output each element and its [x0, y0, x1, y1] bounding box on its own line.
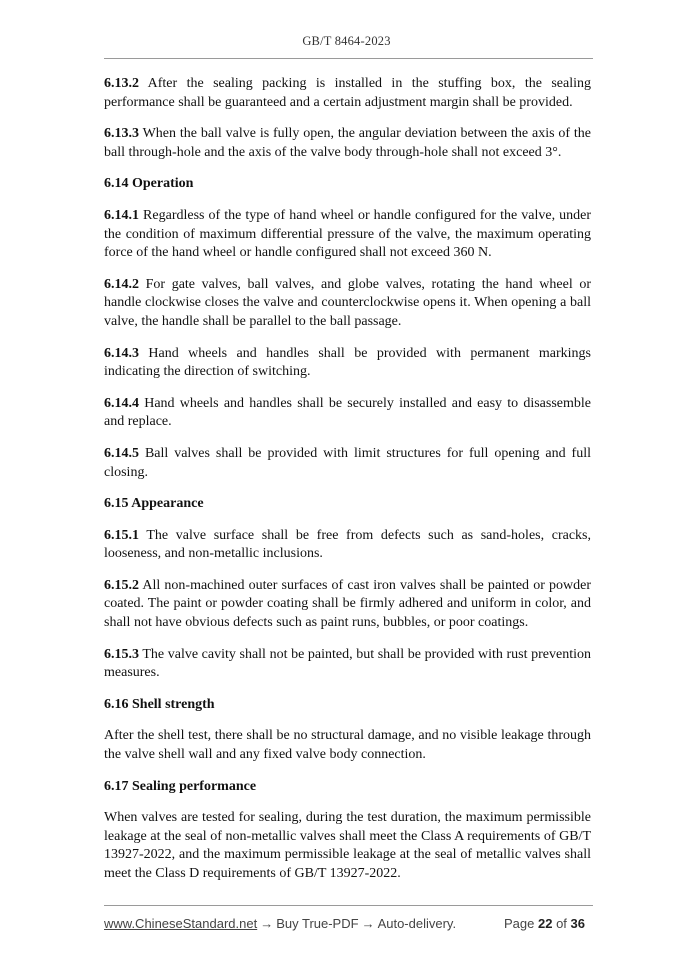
arrow-right-icon: →: [361, 916, 375, 931]
clause-6-14-3: [104, 345, 591, 382]
clause-6-13-3: [104, 125, 591, 162]
footer-links: [104, 916, 456, 931]
current-page-number: 22: [537, 916, 553, 931]
clause-6-16-text: After the shell test, there shall be no structural damage, and no visible leakage through the valve shell wall and any fixed valve body connection.: [104, 728, 591, 763]
clause-number: 6.14.5: [104, 445, 139, 461]
section-heading-6-17: 6.17 Sealing performance: [104, 778, 257, 794]
arrow-right-icon: →: [260, 916, 274, 931]
total-pages-number: 36: [570, 916, 585, 931]
clause-number: 6.15.2: [104, 577, 139, 593]
page-footer: [104, 916, 593, 934]
clause-6-15-3: [104, 646, 591, 683]
clause-6-14-2: [104, 276, 591, 332]
clause-number: 6.14.2: [104, 276, 139, 292]
clause-6-15-2: [104, 577, 591, 633]
clause-text: All non-machined outer surfaces of cast iron valves shall be painted or powder coated. The paint or powder coating shall be firmly adhered and uniform in color, and shall not have obvious defects such as paint runs, bubbles, or poor coatings.: [104, 577, 591, 631]
clause-text: Ball valves shall be provided with limit structures for full opening and full closing.: [104, 445, 591, 480]
auto-delivery-text: Auto-delivery.: [377, 916, 457, 931]
clause-6-14-5: [104, 445, 591, 482]
clause-number: 6.14.4: [104, 395, 139, 411]
clause-text: Regardless of the type of hand wheel or handle configured for the valve, under the condition of maximum differential pressure of the valve, the maximum operating force of the hand wheel or handle configured shall not exceed 360 N.: [104, 207, 591, 261]
clause-6-14-1: [104, 207, 591, 263]
clause-number: 6.15.3: [104, 646, 139, 662]
clause-6-13-2: [104, 75, 591, 112]
clause-6-15-1: [104, 527, 591, 564]
page-label: Page: [503, 916, 535, 931]
clause-text: For gate valves, ball valves, and globe valves, rotating the hand wheel or handle clockwise closes the valve and counterclockwise opens it. When opening a ball valve, the handle shall be parallel to the ball passage.: [104, 276, 591, 329]
clause-number: 6.15.1: [104, 527, 139, 543]
clause-number: 6.14.1: [104, 207, 139, 223]
header-divider: [104, 58, 593, 59]
clause-number: 6.13.3: [104, 126, 139, 142]
clause-text: Hand wheels and handles shall be securely installed and easy to disassemble and replace.: [104, 395, 591, 430]
buy-pdf-text: Buy True-PDF: [276, 916, 359, 931]
clause-6-14-4: [104, 395, 591, 432]
clause-text: The valve cavity shall not be painted, but shall be provided with rust prevention measures.: [104, 646, 591, 681]
page-indicator: [504, 916, 585, 931]
clause-text: When the ball valve is fully open, the angular deviation between the axis of the ball through-hole and the axis of the valve body through-hole shall not exceed 3°.: [104, 126, 591, 160]
section-heading-6-14: 6.14 Operation: [104, 176, 194, 192]
clause-text: The valve surface shall be free from defects such as sand-holes, cracks, looseness, and non-metallic inclusions.: [104, 527, 591, 562]
page-header: GB/T 8464-2023: [302, 34, 391, 48]
clause-text: Hand wheels and handles shall be provided with permanent markings indicating the direction of switching.: [104, 345, 591, 380]
section-heading-6-16: 6.16 Shell strength: [104, 696, 215, 712]
clause-text: After the sealing packing is installed in the stuffing box, the sealing performance shall be guaranteed and a certain adjustment margin shall be provided.: [104, 76, 591, 110]
clause-number: 6.13.2: [104, 76, 139, 91]
footer-divider: [104, 905, 593, 906]
of-label: of: [556, 916, 567, 931]
document-body: [104, 75, 591, 897]
clause-6-17-text: When valves are tested for sealing, during the test duration, the maximum permissible leakage at the seal of non-metallic valves shall meet the Class A requirements of GB/T 13927-2022, and the maximum permissible leakage at the seal of metallic valves shall meet the Class D requirements of GB/T 13927-2022.: [104, 810, 591, 881]
site-link[interactable]: www.ChineseStandard.net: [104, 916, 258, 931]
clause-number: 6.14.3: [104, 345, 139, 361]
section-heading-6-15: 6.15 Appearance: [104, 496, 204, 512]
